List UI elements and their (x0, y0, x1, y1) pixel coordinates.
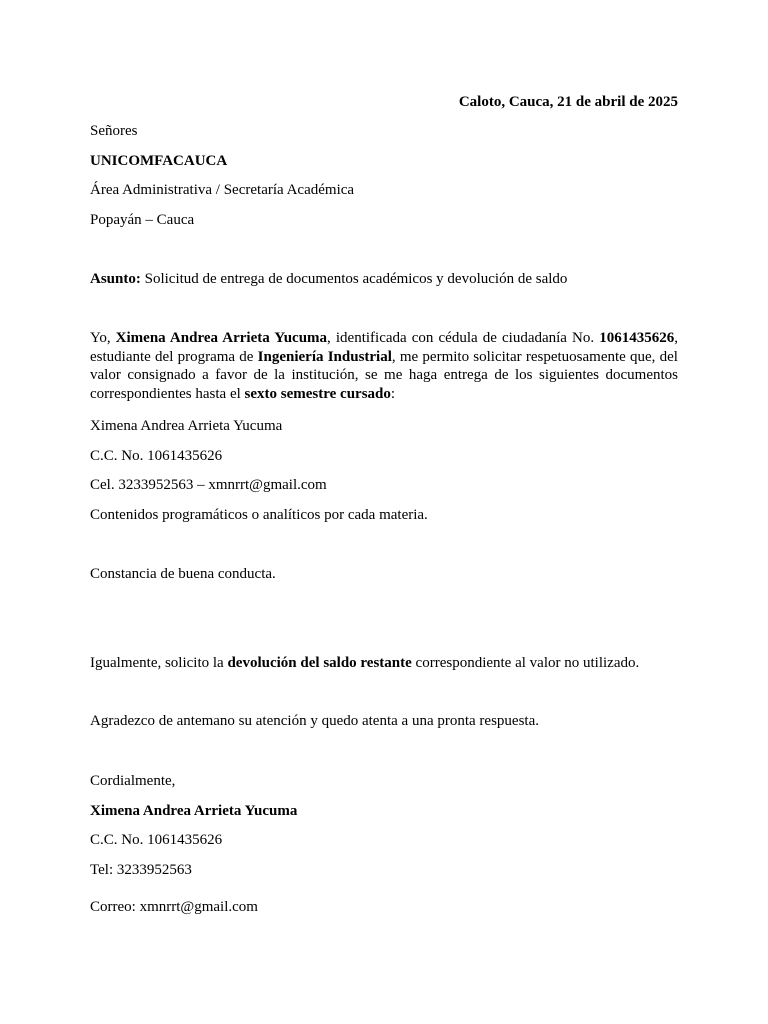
info-id: C.C. No. 1061435626 (90, 448, 223, 464)
date-line: Caloto, Cauca, 21 de abril de 2025 (458, 94, 678, 110)
institution-name: UNICOMFACAUCA (90, 153, 228, 169)
refund-paragraph: Igualmente, solicito la devolución del saldo restante correspondiente al valor no utilizado. (90, 655, 640, 671)
letter-page (90, 0, 678, 1024)
subject-line (90, 270, 678, 288)
thanks-paragraph: Agradezco de antemano su atención y quedo atenta a una pronta respuesta. (90, 713, 539, 729)
refund-bold: devolución del saldo restante (227, 655, 412, 671)
farewell: Cordialmente, (90, 773, 176, 789)
id-number: 1061435626 (599, 330, 675, 346)
info-name: Ximena Andrea Arrieta Yucuma (90, 418, 283, 434)
info-contact: Cel. 3233952563 – xmnrrt@gmail.com (90, 477, 327, 493)
semester: sexto semestre cursado (244, 385, 391, 402)
signature-id: C.C. No. 1061435626 (90, 832, 223, 848)
document-item-conduct: Constancia de buena conducta. (90, 566, 276, 582)
signature-phone: Tel: 3233952563 (90, 862, 192, 878)
department: Área Administrativa / Secretaría Académica (90, 182, 355, 198)
program-name: Ingeniería Industrial (257, 348, 392, 365)
signature-name: Ximena Andrea Arrieta Yucuma (90, 803, 298, 819)
salutation: Señores (90, 123, 138, 139)
applicant-name: Ximena Andrea Arrieta Yucuma (115, 330, 328, 346)
city: Popayán – Cauca (90, 212, 195, 228)
body-paragraph: Yo, Ximena Andrea Arrieta Yucuma, identificada con cédula de ciudadanía No. 1061435626, estudiante del programa de Ingeniería Industrial, me permito solicitar respetuosamente que, del valor consignado a favor de la institución, se me haga entrega de los siguientes documentos correspondientes hasta el sexto semestre cursado: (90, 330, 678, 402)
document-item-programs: Contenidos programáticos o analíticos por cada materia. (90, 507, 428, 523)
subject-label: Asunto: (90, 271, 141, 287)
signature-email: Correo: xmnrrt@gmail.com (90, 899, 258, 915)
subject-text: Solicitud de entrega de documentos académicos y devolución de saldo (140, 271, 568, 287)
